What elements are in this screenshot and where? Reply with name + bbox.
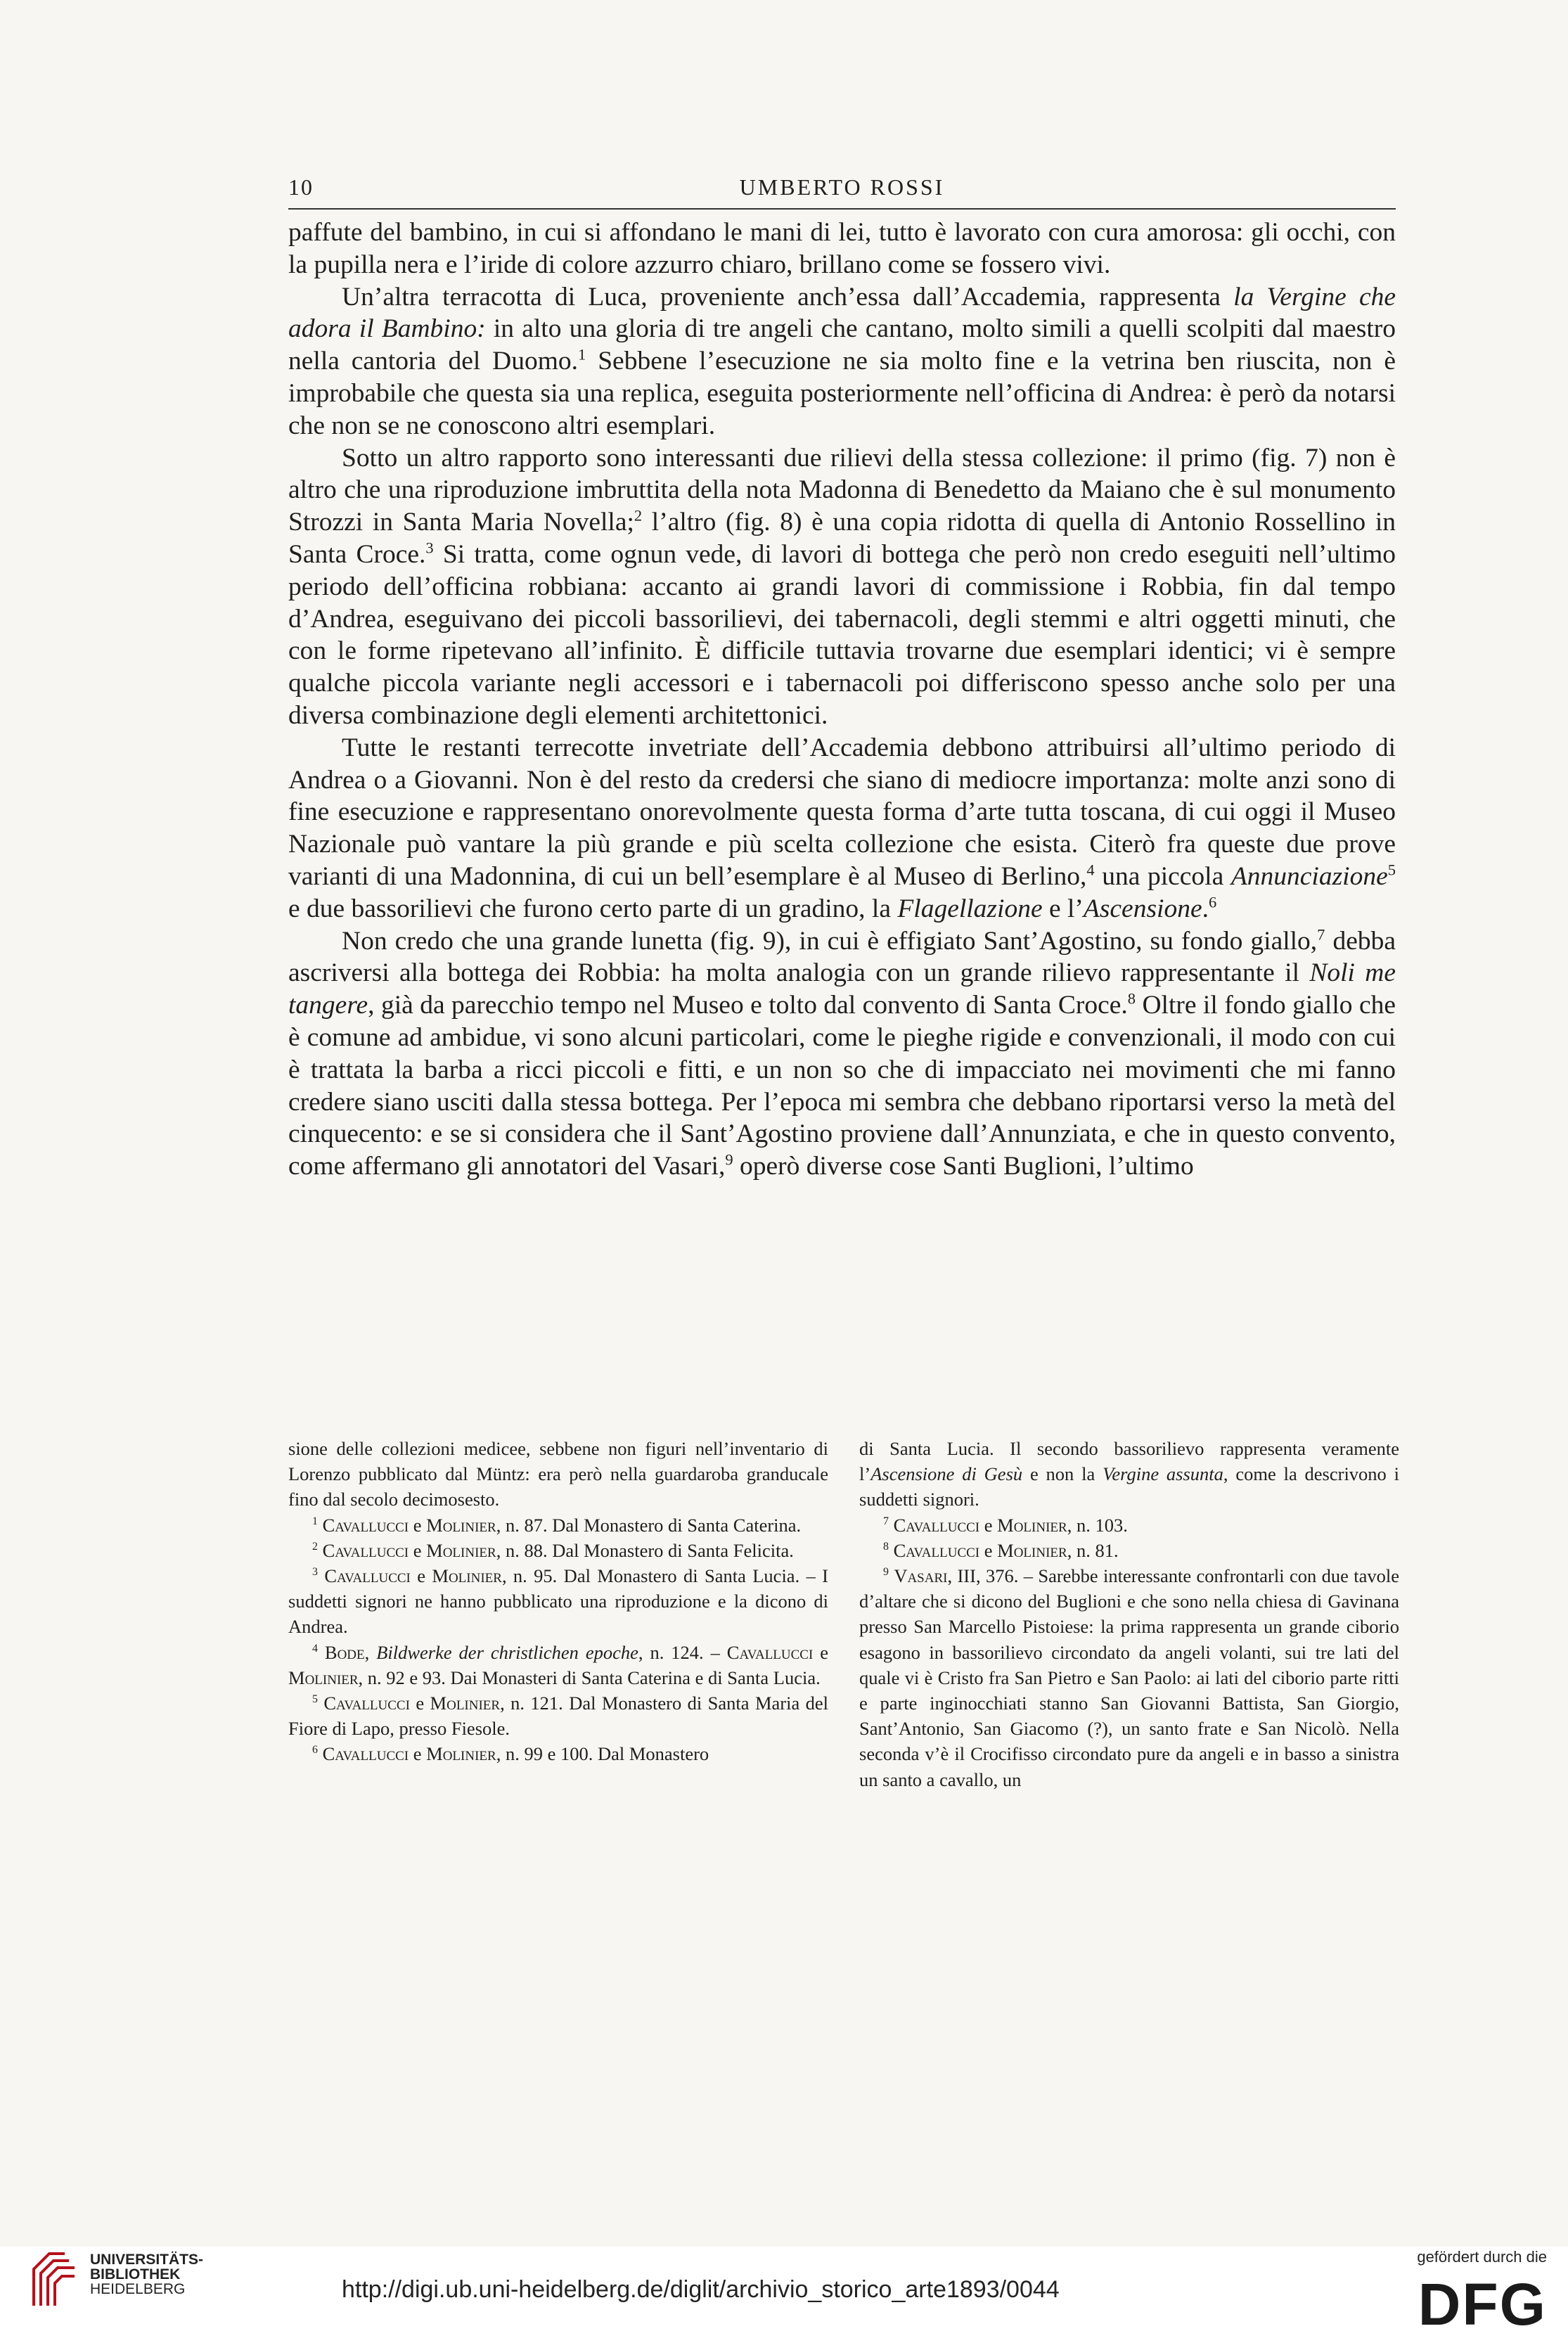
footnote: sione delle collezioni medicee, sebbene non figuri nell’inventario di Lorenzo pubblicato dal Müntz: era però nella guardaroba granducale fino dal secolo decimosesto. <box>288 1438 828 1510</box>
running-title: UMBERTO ROSSI <box>739 174 945 200</box>
library-name-line: BIBLIOTHEK <box>90 2266 181 2282</box>
library-name-line: UNIVERSITÄTS- <box>90 2252 204 2268</box>
paragraph: Un’altra terracotta di Luca, proveniente anch’essa dall’Accademia, rappresenta la Vergine che adora il Bambino: in alto una gloria di tre angeli che cantano, molto simili a quelli scolpiti dal maestro nella cantoria del Duomo.$^1$ Sebbene l’esecuzione ne sia molto fine e la vetrina ben riuscita, non è improbabile che questa sia una replica, eseguita posteriormente nell’officina di Andrea: è però da notarsi che non se ne conoscono altri esemplari. <box>288 282 1396 440</box>
footnote: $^1$ Cavallucci e Molinier, n. 87. Dal Monastero di Santa Caterina. <box>312 1514 802 1536</box>
footnote: $^8$ Cavallucci e Molinier, n. 81. <box>883 1539 1119 1561</box>
footnotes-left-column <box>288 1436 828 1767</box>
permalink-url[interactable]: http://digi.ub.uni-heidelberg.de/diglit/archivio_storico_arte1893/0044 <box>342 2276 1060 2303</box>
footnote: $^2$ Cavallucci e Molinier, n. 88. Dal Monastero di Santa Felicita. <box>312 1539 794 1561</box>
paragraph: paffute del bambino, in cui si affondano le mani di lei, tutto è lavorato con cura amorosa: gli occhi, con la pupilla nera e l’iride di colore azzurro chiaro, brillano come se fossero vivi. <box>288 218 1396 279</box>
footnote: $^4$ Bode, Bildwerke der christlichen epoche, n. 124. – Cavallucci e Molinier, n. 92 e 93. Dai Monasteri di Santa Caterina e di Santa Lucia. <box>288 1641 829 1688</box>
paragraph: Non credo che una grande lunetta (fig. 9), in cui è effigiato Sant’Agostino, su fondo giallo,$^7$ debba ascriversi alla bottega dei Robbia: ha molta analogia con un grande rilievo rappresentante il Noli me tangere, già da parecchio tempo nel Museo e tolto dal convento di Santa Croce.$^8$ Oltre il fondo giallo che è comune ad ambidue, vi sono alcuni particolari, come le pieghe rigide e convenzionali, il modo con cui è trattata la barba a ricci piccoli e fitti, e un non so che di impacciato nei movimenti che mi fanno credere siano usciti dalla stessa bottega. Per l’epoca mi sembra che debbano riportarsi verso la metà del cinquecento: e se si considera che il Sant’Agostino proviene dall’Annunziata, e che in questo convento, come affermano gli annotatori del Vasari,$^9$ operò diverse cose Santi Buglioni, l’ultimo <box>288 925 1396 1181</box>
page-number: 10 <box>288 174 314 200</box>
library-name <box>90 2252 203 2297</box>
footnote: $^9$ Vasari, III, 376. – Sarebbe interessante confrontarli con due tavole d’altare che si dicono del Buglioni e che sono nella chiesa di Gavinana presso San Marcello Pistoiese: la prima rappresenta un grande ciborio esagono in bassorilievo circondato da angeli volanti, sui tre lati del quale vi è Cristo fra San Pietro e San Paolo: ai lati del ciborio parte ritti e parte inginocchiati stanno San Giovanni Battista, San Giorgio, Sant’Antonio, San Giacomo (?), un santo frate e San Nicolò. Nella seconda v’è il Crocifisso circondato pure da angeli e in basso a sinistra un santo a cavallo, un <box>859 1565 1399 1790</box>
footnote: $^6$ Cavallucci e Molinier, n. 99 e 100. Dal Monastero <box>312 1743 709 1765</box>
footnote: $^3$ Cavallucci e Molinier, n. 95. Dal Monastero di Santa Lucia. – I suddetti signori ne hanno pubblicato una riproduzione e la dicono di Andrea. <box>288 1565 829 1638</box>
footnotes-right-column <box>859 1436 1399 1792</box>
header-rule <box>288 208 1396 210</box>
running-head <box>288 174 1396 205</box>
university-library-logo-icon <box>28 2248 80 2311</box>
funded-by-label: gefördert durch die <box>1417 2248 1547 2266</box>
digitization-footer <box>0 2247 1568 2350</box>
body-text <box>288 217 1396 1183</box>
footnote: $^7$ Cavallucci e Molinier, n. 103. <box>883 1514 1128 1536</box>
dfg-logo: DFG <box>1418 2271 1547 2337</box>
footnote: $^5$ Cavallucci e Molinier, n. 121. Dal Monastero di Santa Maria del Fiore di Lapo, presso Fiesole. <box>288 1693 829 1740</box>
paragraph: Sotto un altro rapporto sono interessanti due rilievi della stessa collezione: il primo (fig. 7) non è altro che una riproduzione imbruttita della nota Madonna di Benedetto da Maiano che è sul monumento Strozzi in Santa Maria Novella;$^2$ l’altro (fig. 8) è una copia ridotta di quella di Antonio Rossellino in Santa Croce.$^3$ Si tratta, come ognun vede, di lavori di bottega che però non credo eseguiti nell’ultimo periodo dell’officina robbiana: accanto ai grandi lavori di commissione i Robbia, fin dal tempo d’Andrea, eseguivano dei piccoli bassorilievi, dei tabernacoli, degli stemmi e altri oggetti minuti, che con le forme ripetevano all’infinito. È difficile tuttavia trovarne due esemplari identici; vi è sempre qualche piccola variante negli accessori e i tabernacoli poi differiscono spesso anche solo per una diversa combinazione degli elementi architettonici. <box>288 443 1396 730</box>
paragraph: Tutte le restanti terrecotte invetriate dell’Accademia debbono attribuirsi all’ultimo periodo di Andrea o a Giovanni. Non è del resto da credersi che siano di mediocre importanza: molte anzi sono di fine esecuzione e rappresentano onorevolmente questa forma d’arte tutta toscana, di cui oggi il Museo Nazionale può vantare la più grande e più scelta collezione che esista. Citerò fra queste due prove varianti di una Madonnina, di cui un bell’esemplare è al Museo di Berlino,$^4$ una piccola Annunciazione$^5$ e due bassorilievi che furono certo parte di un gradino, la Flagellazione e l’Ascensione.$^6$ <box>288 733 1396 923</box>
footnote: di Santa Lucia. Il secondo bassorilievo rappresenta veramente l’Ascensione di Gesù e non la Vergine assunta, come la descrivono i suddetti signori. <box>859 1438 1399 1510</box>
library-name-line: HEIDELBERG <box>90 2281 186 2297</box>
